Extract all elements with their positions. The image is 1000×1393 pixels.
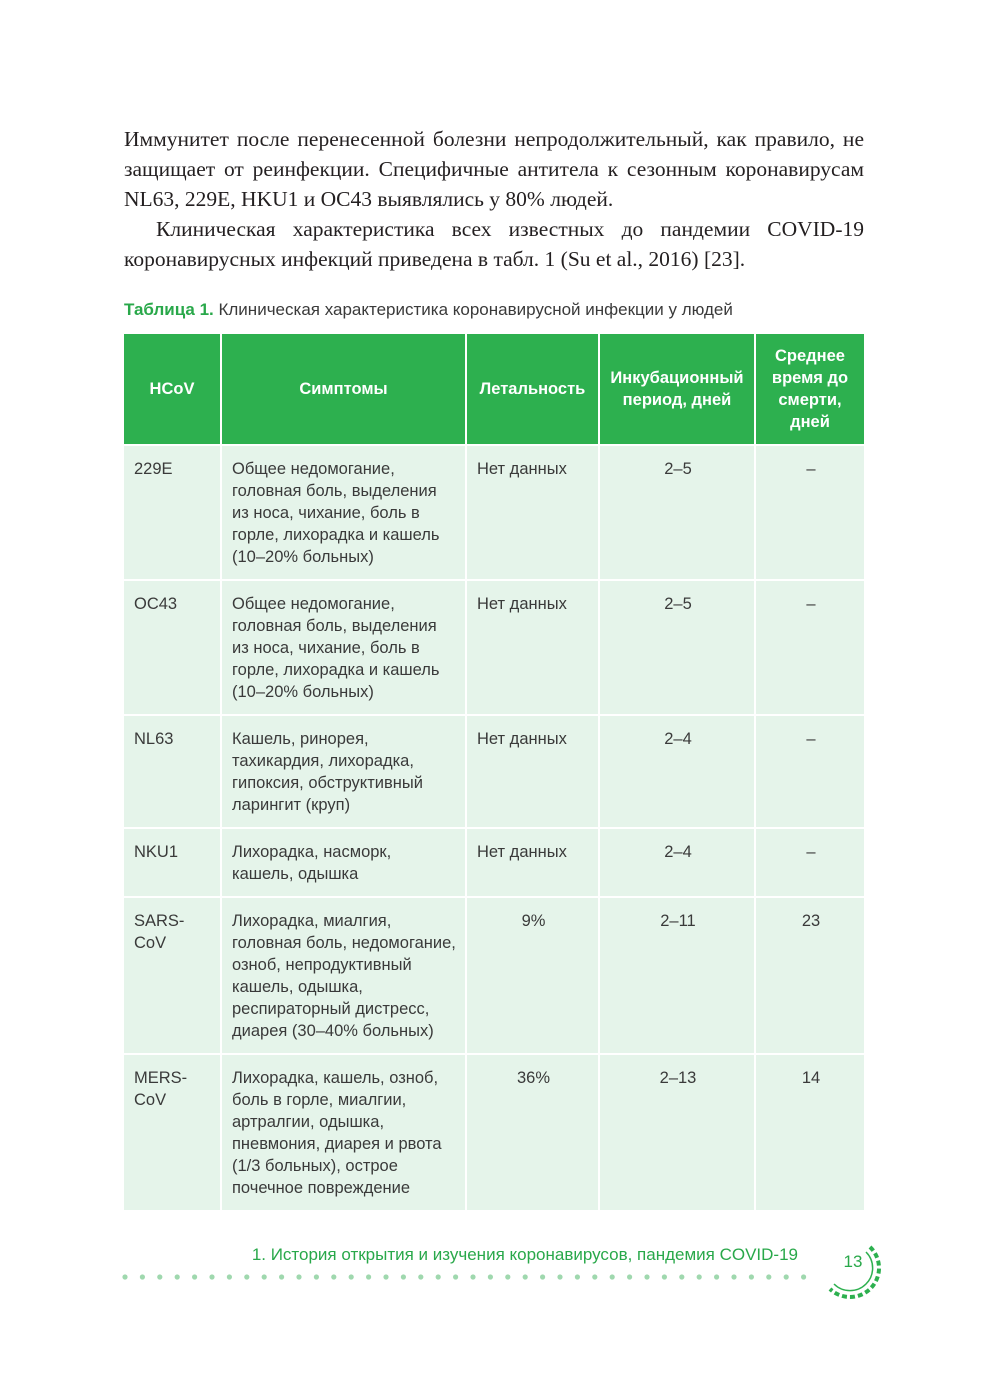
footer-dot xyxy=(349,1274,354,1279)
footer-dot xyxy=(784,1274,789,1279)
footer-dot xyxy=(557,1274,562,1279)
cell-symptoms: Общее недомогание, головная боль, выделения из носа, чихание, боль в горле, лихорадка и кашель (10–20% больных) xyxy=(221,580,466,715)
cell-incubation: 2–13 xyxy=(599,1054,755,1211)
footer-dot xyxy=(662,1274,667,1279)
cell-lethality: Нет данных xyxy=(466,715,599,828)
footer-dot xyxy=(244,1274,249,1279)
clinical-table xyxy=(124,334,864,1212)
cell-time-to-death: – xyxy=(755,580,864,715)
footer-dot xyxy=(227,1274,232,1279)
footer-dot xyxy=(140,1274,145,1279)
table-header-row xyxy=(124,334,864,445)
table-row xyxy=(124,715,864,828)
footer-dot-rule xyxy=(120,1270,826,1284)
header-symptoms: Симптомы xyxy=(221,334,466,445)
footer-dot xyxy=(314,1274,319,1279)
table-caption xyxy=(124,298,864,322)
cell-hcov: OC43 xyxy=(124,580,221,715)
table-row xyxy=(124,897,864,1054)
cell-hcov: MERS-CoV xyxy=(124,1054,221,1211)
cell-time-to-death: – xyxy=(755,715,864,828)
footer-dot xyxy=(383,1274,388,1279)
footer-dot xyxy=(627,1274,632,1279)
footer-dot xyxy=(296,1274,301,1279)
footer-dot xyxy=(157,1274,162,1279)
footer-dot xyxy=(610,1274,615,1279)
footer-dot xyxy=(470,1274,475,1279)
header-time-to-death: Среднее время до смерти, дней xyxy=(755,334,864,445)
footer-dot xyxy=(697,1274,702,1279)
cell-incubation: 2–11 xyxy=(599,897,755,1054)
cell-lethality: Нет данных xyxy=(466,445,599,580)
footer-dot xyxy=(418,1274,423,1279)
footer-dot xyxy=(801,1274,806,1279)
paragraph-1: Иммунитет после перенесенной болезни непродолжительный, как правило, не защищает от реинфекции. Специфичные антитела к сезонным коронавирусам NL63, 229E, HKU1 и OC43 выявлялись у 80% людей. xyxy=(124,127,864,211)
table-caption-label: Таблица 1. xyxy=(124,300,214,319)
cell-incubation: 2–4 xyxy=(599,715,755,828)
footer-dot xyxy=(209,1274,214,1279)
cell-symptoms: Общее недомогание, головная боль, выделения из носа, чихание, боль в горле, лихорадка и кашель (10–20% больных) xyxy=(221,445,466,580)
footer-dot xyxy=(731,1274,736,1279)
running-footer-title: 1. История открытия и изучения коронавирусов, пандемия COVID-19 xyxy=(251,1245,798,1264)
cell-lethality: 36% xyxy=(466,1054,599,1211)
footer-dot xyxy=(192,1274,197,1279)
header-incubation: Инкубационный период, дней xyxy=(599,334,755,445)
footer-dot xyxy=(505,1274,510,1279)
footer-dot xyxy=(279,1274,284,1279)
footer-dot xyxy=(122,1274,127,1279)
footer-dot xyxy=(436,1274,441,1279)
footer-dot xyxy=(523,1274,528,1279)
table-row xyxy=(124,1054,864,1211)
header-lethality: Летальность xyxy=(466,334,599,445)
footer-dot xyxy=(175,1274,180,1279)
page-number: 13 xyxy=(843,1252,863,1271)
footer-dot xyxy=(540,1274,545,1279)
cell-time-to-death: 14 xyxy=(755,1054,864,1211)
table-row xyxy=(124,580,864,715)
cell-symptoms: Лихорадка, насморк, кашель, одышка xyxy=(221,828,466,897)
cell-incubation: 2–5 xyxy=(599,580,755,715)
cell-time-to-death: – xyxy=(755,445,864,580)
table-row xyxy=(124,445,864,580)
table-caption-text: Клиническая характеристика коронавирусной инфекции у людей xyxy=(213,300,733,319)
footer-dot xyxy=(366,1274,371,1279)
cell-symptoms: Лихорадка, миалгия, головная боль, недомогание, озноб, непродуктивный кашель, одышка, респираторный дистресс, диарея (30–40% больных) xyxy=(221,897,466,1054)
footer-dot xyxy=(679,1274,684,1279)
cell-symptoms: Лихорадка, кашель, озноб, боль в горле, миалгии, артралгии, одышка, пневмония, диарея и рвота (1/3 больных), острое почечное повреждение xyxy=(221,1054,466,1211)
footer-dot xyxy=(766,1274,771,1279)
cell-time-to-death: – xyxy=(755,828,864,897)
footer-dot xyxy=(575,1274,580,1279)
footer-dot xyxy=(331,1274,336,1279)
table-row xyxy=(124,828,864,897)
body-text xyxy=(124,124,864,274)
cell-incubation: 2–5 xyxy=(599,445,755,580)
cell-hcov: NL63 xyxy=(124,715,221,828)
cell-incubation: 2–4 xyxy=(599,828,755,897)
cell-hcov: SARS-CoV xyxy=(124,897,221,1054)
cell-time-to-death: 23 xyxy=(755,897,864,1054)
footer-dot xyxy=(714,1274,719,1279)
cell-lethality: Нет данных xyxy=(466,580,599,715)
cell-lethality: 9% xyxy=(466,897,599,1054)
cell-hcov: 229E xyxy=(124,445,221,580)
footer-dot xyxy=(749,1274,754,1279)
header-hcov: HCoV xyxy=(124,334,221,445)
footer-dot xyxy=(262,1274,267,1279)
paragraph-2: Клиническая характеристика всех известных до пандемии COVID-19 коронавирусных инфекций приведена в табл. 1 (Su et al., 2016) [23]. xyxy=(124,217,864,271)
footer-dot xyxy=(453,1274,458,1279)
cell-symptoms: Кашель, ринорея, тахикардия, лихорадка, гипоксия, обструктивный ларингит (круп) xyxy=(221,715,466,828)
footer-dot xyxy=(488,1274,493,1279)
cell-lethality: Нет данных xyxy=(466,828,599,897)
footer-dot xyxy=(592,1274,597,1279)
footer-dot xyxy=(644,1274,649,1279)
footer-dot xyxy=(401,1274,406,1279)
cell-hcov: NKU1 xyxy=(124,828,221,897)
